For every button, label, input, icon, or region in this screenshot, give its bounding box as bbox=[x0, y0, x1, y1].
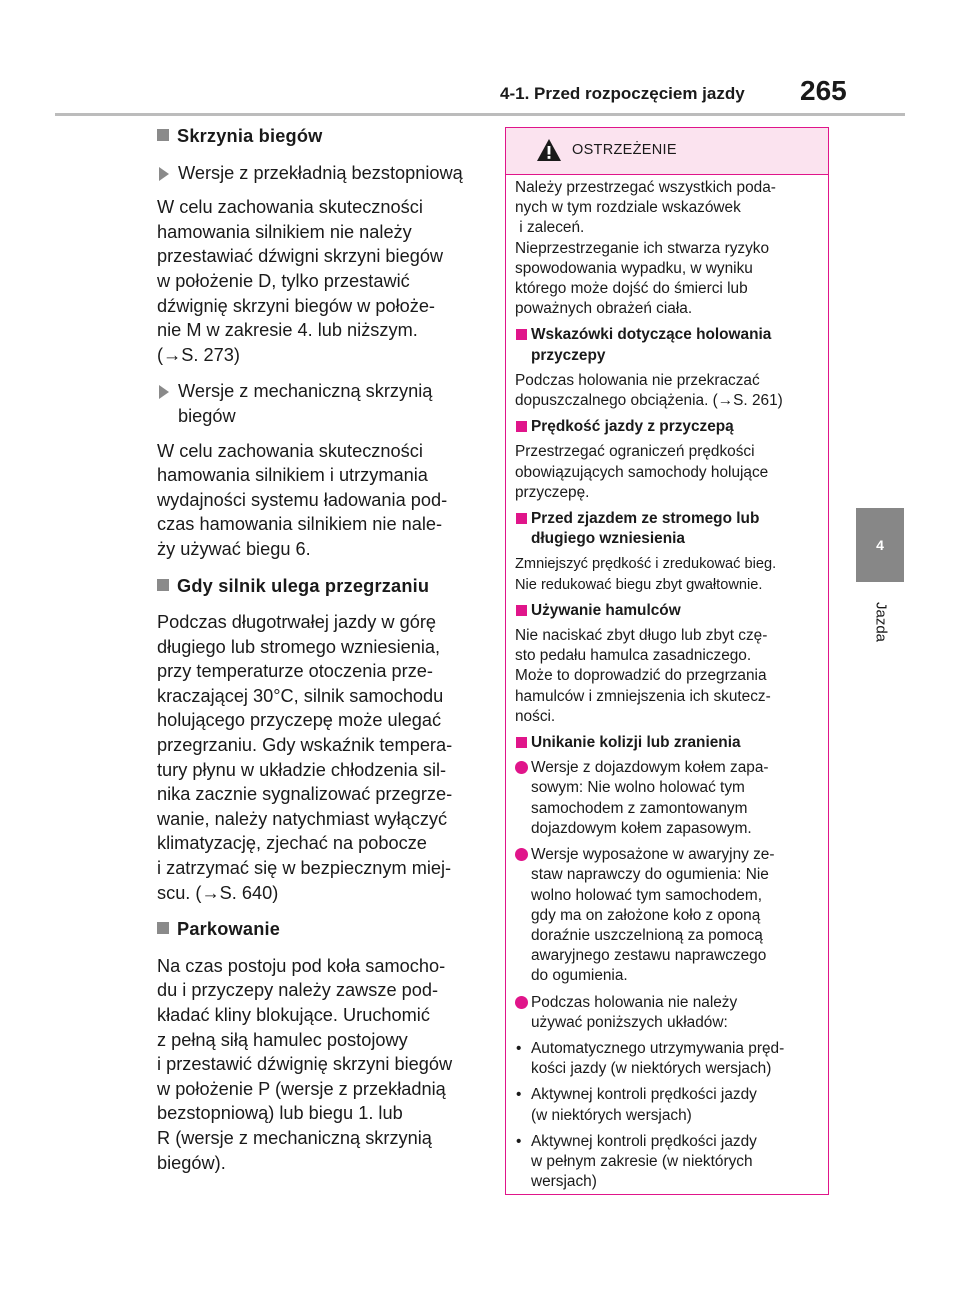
text-line: (→S. 273) bbox=[157, 344, 240, 365]
text-line: wolno holować tym samochodem, bbox=[531, 886, 762, 904]
text-line: przegrzaniu. Gdy wskaźnik tempera- bbox=[157, 735, 453, 756]
text-line: przyczepy bbox=[531, 346, 606, 364]
text-line: Automatycznego utrzymywania pręd- bbox=[531, 1039, 785, 1057]
text-line: sto pedału hamulca zasadniczego. bbox=[515, 647, 752, 665]
text-line: doraźnie uszczelnioną za pomocą bbox=[531, 926, 763, 944]
text-line: biegów bbox=[178, 405, 236, 426]
warning-body bbox=[515, 178, 827, 1198]
text-line: przy temperaturze otoczenia prze- bbox=[157, 661, 433, 682]
text-line: W celu zachowania skuteczności bbox=[157, 197, 423, 218]
text-line: R (wersje z mechaniczną skrzynią bbox=[157, 1127, 432, 1148]
text-line: Nie redukować biegu zbyt gwałtownie. bbox=[515, 576, 763, 593]
text-line: scu. (→S. 640) bbox=[157, 882, 279, 903]
heading-trailer-speed: Prędkość jazdy z przyczepą bbox=[515, 417, 827, 437]
bullet-dot-icon: • bbox=[516, 1132, 522, 1150]
text-line: i zatrzymać się w bezpiecznym miej- bbox=[157, 858, 452, 879]
square-bullet-icon bbox=[516, 513, 527, 524]
warning-triangle-icon bbox=[536, 138, 562, 162]
text-line: kładać kliny blokujące. Uruchomić bbox=[157, 1005, 430, 1025]
bullet-dot-icon: • bbox=[516, 1039, 522, 1057]
circle-bullet-icon bbox=[515, 996, 528, 1009]
text-line: i zaleceń. bbox=[515, 219, 585, 237]
text-line: kraczającej 30°C, silnik samochodu bbox=[157, 685, 444, 706]
text-line: nie M w zakresie 4. lub niższym. bbox=[157, 320, 418, 341]
paragraph-trailer-speed bbox=[515, 442, 827, 503]
text-line: biegów). bbox=[157, 1152, 226, 1173]
heading-descent bbox=[515, 509, 827, 549]
text-line: nych w tym rozdziale wskazówek bbox=[515, 199, 741, 217]
page-header bbox=[0, 0, 960, 118]
text-line: sowym: Nie wolno holować tym bbox=[531, 779, 745, 797]
text-line: hamowania silnikiem nie należy bbox=[157, 221, 412, 242]
text-line: ności. bbox=[515, 707, 556, 725]
text-line: przyczepę. bbox=[515, 483, 590, 501]
triangle-bullet-icon bbox=[159, 385, 169, 399]
text-line: samochodem z zamontowanym bbox=[531, 799, 748, 817]
text-line: wanie, należy natychmiast wyłączyć bbox=[157, 808, 448, 829]
bullet-item-acc bbox=[515, 1085, 827, 1125]
chapter-number: 4 bbox=[876, 537, 884, 553]
circle-item-systems bbox=[515, 993, 827, 1033]
paragraph-cvt bbox=[157, 195, 487, 367]
text-line: obowiązujących samochody holujące bbox=[515, 463, 769, 481]
bullet-dot-icon: • bbox=[516, 1086, 522, 1104]
text-line: czas hamowania silnikiem nie nale- bbox=[157, 514, 443, 535]
warning-title: OSTRZEŻENIE bbox=[572, 142, 677, 158]
text-line: Nieprzestrzeganie ich stwarza ryzyko bbox=[515, 239, 770, 257]
paragraph-trailer-towing bbox=[515, 371, 827, 411]
text-line: Podczas holowania nie należy bbox=[531, 993, 738, 1011]
square-bullet-icon bbox=[157, 579, 169, 591]
heading-trailer-towing bbox=[515, 325, 827, 365]
subheading-cvt: Wersje z przekładnią bezstopniową bbox=[157, 161, 487, 186]
text-line: gdy ma on założone koło z oponą bbox=[531, 906, 761, 924]
text-line: spowodowania wypadku, w wyniku bbox=[515, 259, 753, 277]
square-bullet-icon bbox=[157, 922, 169, 934]
text-line: wersjach) bbox=[531, 1173, 597, 1191]
text-line: długiego wzniesienia bbox=[531, 530, 685, 548]
text-line: Aktywnej kontroli prędkości jazdy bbox=[531, 1086, 757, 1104]
text-line: Zmniejszyć prędkość i zredukować bieg. bbox=[515, 556, 777, 573]
chapter-tab bbox=[856, 508, 904, 582]
text-line: w położenie P (wersje z przekładnią bbox=[157, 1078, 446, 1099]
text-line: dopuszczalnego obciążenia. (→S. 261) bbox=[515, 392, 783, 410]
chapter-label-text: Jazda bbox=[872, 601, 890, 643]
heading-overheating: Gdy silnik ulega przegrzaniu bbox=[157, 574, 487, 599]
text-line: staw naprawczy do ogumienia: Nie bbox=[531, 866, 769, 884]
text-line: kości jazdy (w niektórych wersjach) bbox=[531, 1060, 772, 1078]
text-line: w położenie D, tylko przestawić bbox=[157, 270, 410, 291]
square-bullet-icon bbox=[157, 129, 169, 141]
bullet-item-acc-full bbox=[515, 1132, 827, 1193]
text-line: wydajności systemu ładowania pod- bbox=[157, 489, 448, 510]
text-line: Przed zjazdem ze stromego lub bbox=[531, 510, 760, 528]
text-line: przestawiać dźwigni skrzyni biegów bbox=[157, 246, 444, 267]
circle-bullet-icon bbox=[515, 761, 528, 774]
heading-collision: Unikanie kolizji lub zranienia bbox=[515, 733, 827, 753]
circle-item-repair-kit bbox=[515, 845, 827, 986]
warning-box bbox=[505, 127, 829, 1195]
warning-header bbox=[506, 128, 828, 175]
text-line: Wskazówki dotyczące holowania bbox=[531, 326, 772, 344]
paragraph-descent bbox=[515, 554, 827, 594]
paragraph-parking bbox=[157, 954, 487, 1175]
text-line: Może to doprowadzić do przegrzania bbox=[515, 667, 767, 685]
main-column bbox=[157, 124, 487, 1187]
text-line: Należy przestrzegać wszystkich poda- bbox=[515, 179, 776, 196]
text-line: (w niektórych wersjach) bbox=[531, 1106, 692, 1124]
text-line: do ogumienia. bbox=[531, 967, 628, 985]
text-line: Aktywnej kontroli prędkości jazdy bbox=[531, 1132, 757, 1150]
text-line: holującego przyczepę może ulegać bbox=[157, 710, 442, 731]
paragraph-manual bbox=[157, 439, 487, 562]
square-bullet-icon bbox=[516, 329, 527, 340]
text-line: w pełnym zakresie (w niektórych bbox=[531, 1152, 753, 1170]
square-bullet-icon bbox=[516, 421, 527, 432]
text-line: Na czas postoju pod koła samocho- bbox=[157, 955, 446, 976]
text-line: Podczas długotrwałej jazdy w górę bbox=[157, 612, 437, 633]
text-line: dźwignię skrzyni biegów w położe- bbox=[157, 295, 435, 316]
square-bullet-icon bbox=[516, 605, 527, 616]
paragraph-overheating bbox=[157, 610, 487, 905]
text-line: z pełną siłą hamulec postojowy bbox=[157, 1029, 408, 1050]
text-line: długiego lub stromego wzniesienia, bbox=[157, 636, 441, 657]
text-line: dojazdowym kołem zapasowym. bbox=[531, 819, 752, 837]
text-line: hamowania silnikiem i utrzymania bbox=[157, 465, 428, 486]
text-line: W celu zachowania skuteczności bbox=[157, 440, 423, 461]
text-line: Nie naciskać zbyt długo lub zbyt czę- bbox=[515, 627, 768, 645]
page-number: 265 bbox=[800, 75, 847, 106]
text-line: hamulców i zmniejszenia ich skutecz- bbox=[515, 687, 771, 705]
text-line: Podczas holowania nie przekraczać bbox=[515, 371, 760, 389]
circle-bullet-icon bbox=[515, 848, 528, 861]
text-line: Wersje z mechaniczną skrzynią bbox=[178, 381, 433, 402]
text-line: nika zacznie sygnalizować przegrze- bbox=[157, 784, 453, 805]
text-line: Wersje wyposażone w awaryjny ze- bbox=[531, 846, 775, 864]
text-line: awaryjnego zestawu naprawczego bbox=[531, 947, 767, 965]
subheading-manual bbox=[157, 379, 487, 428]
text-line: poważnych obrażeń ciała. bbox=[515, 300, 693, 318]
chapter-label bbox=[861, 592, 901, 652]
text-line: Wersje z dojazdowym kołem zapa- bbox=[531, 759, 769, 777]
text-line: ży używać biegu 6. bbox=[157, 538, 311, 559]
heading-brakes: Używanie hamulców bbox=[515, 601, 827, 621]
header-rule bbox=[55, 113, 905, 116]
text-line: du i przyczepy należy zawsze pod- bbox=[157, 980, 439, 1001]
text-line: używać poniższych układów: bbox=[531, 1013, 728, 1031]
paragraph-brakes bbox=[515, 626, 827, 727]
text-line: klimatyzację, zjechać na pobocze bbox=[157, 833, 427, 854]
text-line: Przestrzegać ograniczeń prędkości bbox=[515, 443, 755, 461]
heading-transmission: Skrzynia biegów bbox=[157, 124, 487, 149]
bullet-item-cruise bbox=[515, 1039, 827, 1079]
text-line: tury płynu w układzie chłodzenia sil- bbox=[157, 759, 447, 780]
section-title: 4-1. Przed rozpoczęciem jazdy bbox=[500, 84, 745, 103]
text-line: i przestawić dźwignię skrzyni biegów bbox=[157, 1054, 453, 1075]
warning-intro bbox=[515, 178, 827, 319]
circle-item-spare-wheel bbox=[515, 758, 827, 839]
text-line: bezstopniową) lub biegu 1. lub bbox=[157, 1103, 403, 1124]
square-bullet-icon bbox=[516, 737, 527, 748]
heading-parking: Parkowanie bbox=[157, 917, 487, 942]
triangle-bullet-icon bbox=[159, 167, 169, 181]
text-line: którego może dojść do śmierci lub bbox=[515, 280, 748, 298]
